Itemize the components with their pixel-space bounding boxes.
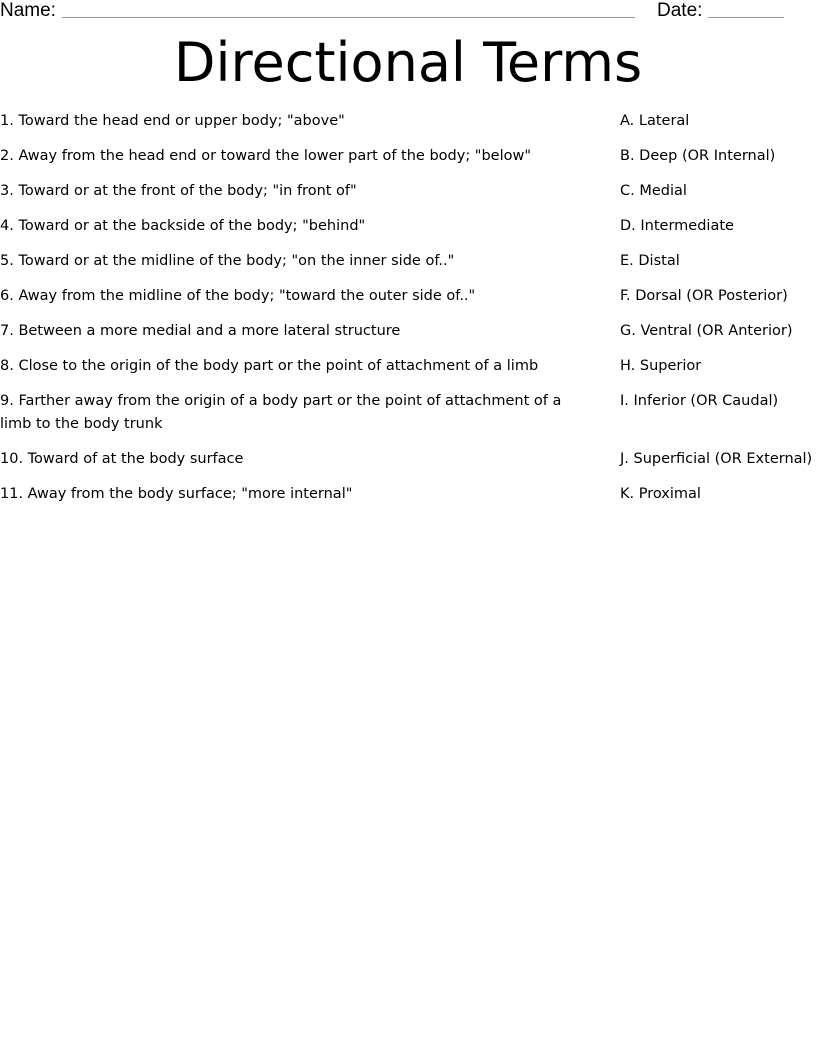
list-item xyxy=(0,250,816,273)
clue-text: 4. Toward or at the backside of the body; "behind" xyxy=(0,218,366,234)
list-item xyxy=(0,285,816,308)
clue-text: 5. Toward or at the midline of the body; "on the inner side of.." xyxy=(0,253,455,269)
answer-option: C. Medial xyxy=(620,183,687,199)
answer-option: A. Lateral xyxy=(620,113,690,129)
list-item xyxy=(0,390,816,436)
answer-option: H. Superior xyxy=(620,358,702,374)
clue-text: 6. Away from the midline of the body; "toward the outer side of.." xyxy=(0,288,476,304)
answer-option: G. Ventral (OR Anterior) xyxy=(620,323,793,339)
clue-text: 1. Toward the head end or upper body; "above" xyxy=(0,113,345,129)
worksheet-header xyxy=(0,0,816,26)
answer-option: J. Superficial (OR External) xyxy=(620,451,813,467)
answer-option: E. Distal xyxy=(620,253,680,269)
answer-option: K. Proximal xyxy=(620,486,701,502)
list-item xyxy=(0,145,816,168)
clue-text: 3. Toward or at the front of the body; "in front of" xyxy=(0,183,357,199)
name-label: Name: xyxy=(0,0,56,21)
list-item xyxy=(0,180,816,203)
clue-text: 8. Close to the origin of the body part or the point of attachment of a limb xyxy=(0,358,539,374)
clue-text: 7. Between a more medial and a more lateral structure xyxy=(0,323,401,339)
date-label: Date: xyxy=(657,0,703,21)
answer-option: I. Inferior (OR Caudal) xyxy=(620,393,779,409)
list-item xyxy=(0,448,816,471)
list-item xyxy=(0,110,816,133)
clue-text: 10. Toward of at the body surface xyxy=(0,451,244,467)
clue-text: 2. Away from the head end or toward the lower part of the body; "below" xyxy=(0,148,532,164)
list-item xyxy=(0,483,816,506)
answer-option: B. Deep (OR Internal) xyxy=(620,148,776,164)
matching-list xyxy=(0,110,816,518)
clue-text: 11. Away from the body surface; "more internal" xyxy=(0,486,353,502)
list-item xyxy=(0,320,816,343)
answer-option: F. Dorsal (OR Posterior) xyxy=(620,288,788,304)
clue-text: 9. Farther away from the origin of a body part or the point of attachment of a limb to the body trunk xyxy=(0,393,562,432)
page-title: Directional Terms xyxy=(173,31,643,94)
list-item xyxy=(0,215,816,238)
name-field[interactable] xyxy=(62,17,635,18)
answer-option: D. Intermediate xyxy=(620,218,734,234)
date-field[interactable] xyxy=(708,17,784,18)
list-item xyxy=(0,355,816,378)
